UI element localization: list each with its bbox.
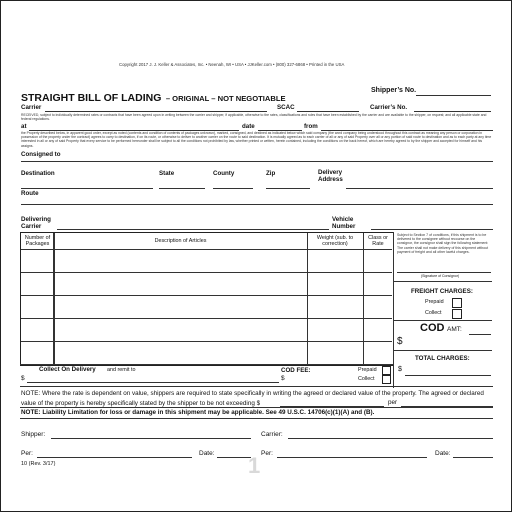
collect-on-delivery-label: Collect On Delivery — [39, 366, 96, 373]
consignor-signature-label: (Signature of Consignor) — [421, 274, 460, 278]
zip-label: Zip — [266, 170, 276, 177]
col-header-packages — [21, 235, 54, 247]
delivering-carrier-label — [21, 216, 55, 230]
table-row[interactable] — [21, 273, 392, 295]
col-header-class-text: Class or Rate — [368, 235, 388, 247]
destination-line[interactable] — [21, 188, 153, 189]
right-panel-rule-2 — [394, 320, 492, 321]
form-number: 10 (Rev. 3/17) — [21, 461, 56, 467]
col-header-weight — [307, 235, 363, 247]
col-header-weight-text: Weight (sub. to correction) — [316, 235, 354, 247]
col-header-description: Description of Articles — [154, 238, 207, 244]
cod-prepaid-label: Prepaid — [358, 367, 377, 373]
amt-label: AMT: — [447, 326, 462, 333]
prepaid-label: Prepaid — [425, 299, 444, 305]
cod-dollar-2: $ — [21, 375, 25, 382]
delivering-carrier-text: Delivering Carrier — [21, 216, 51, 230]
total-charges-line[interactable] — [405, 375, 491, 376]
delivering-carrier-line[interactable] — [57, 229, 329, 230]
cod-label: COD — [420, 322, 445, 334]
notes-bottom-rule — [20, 418, 493, 419]
title-main: STRAIGHT BILL OF LADING — [21, 92, 162, 104]
shippers-no-line[interactable] — [416, 95, 491, 96]
right-panel-rule-1 — [394, 281, 492, 282]
cod-collect-checkbox[interactable] — [382, 375, 391, 384]
shipper-per-line[interactable] — [37, 457, 192, 458]
carrier-date-label: Date: — [435, 450, 451, 457]
scac-label: SCAC — [277, 104, 295, 111]
remit-to-label: and remit to — [107, 367, 136, 373]
note-rule — [20, 407, 493, 408]
table-row[interactable] — [21, 319, 392, 341]
carrier-label: Carrier — [21, 104, 42, 111]
collect-label: Collect — [425, 310, 442, 316]
title-sub: – ORIGINAL – NOT NEGOTIABLE — [165, 94, 286, 103]
consignor-signature-line[interactable] — [397, 272, 491, 273]
county-line[interactable] — [213, 188, 253, 189]
vehicle-number-line[interactable] — [371, 229, 493, 230]
cod-prepaid-checkbox[interactable] — [382, 366, 391, 375]
carrier-date-line[interactable] — [453, 457, 493, 458]
county-label: County — [213, 170, 235, 177]
note-liability: NOTE: Liability Limitation for loss or damage in this shipment may be applicable. See 49 U.S.C. 14706(c)(1)(A) and (B). — [21, 409, 375, 416]
table-row[interactable] — [21, 250, 392, 272]
carrier-line[interactable] — [45, 111, 267, 112]
copy-number-watermark: 1 — [248, 453, 261, 478]
delivery-address-text: Delivery Address — [318, 169, 343, 183]
consigned-to-line[interactable] — [21, 161, 493, 162]
consigned-to-label: Consigned to — [21, 151, 61, 158]
right-panel-divider — [393, 232, 394, 388]
vehicle-number-text: Vehicle Number — [332, 216, 356, 230]
zip-line[interactable] — [266, 188, 310, 189]
vehicle-number-label — [332, 216, 368, 230]
from-label: from — [304, 123, 318, 130]
shippers-no-label: Shipper’s No. — [371, 87, 417, 94]
delivery-address-line[interactable] — [346, 188, 493, 189]
note-value-text: NOTE: Where the rate is dependent on value, shippers are required to state specifically in writing the agreed or declared value of the property. The agreed or declared value of the property is hereby specifically stated by the shipper to be not exceeding $ — [21, 390, 484, 407]
collect-checkbox[interactable] — [452, 309, 462, 319]
col-header-packages-text: Number of Packages — [24, 235, 51, 247]
copyright-line: Copyright 2017 J. J. Keller & Associates, Inc. • Neenah, WI • USA • JJKeller.com • (800) 327-6868 • Printed in the USA — [119, 62, 345, 67]
carriers-no-line[interactable] — [414, 111, 491, 112]
cod-row-bottom-rule — [20, 386, 493, 387]
cod-fee-dollar: $ — [281, 375, 285, 382]
route-label: Route — [21, 190, 39, 197]
prepaid-checkbox[interactable] — [452, 298, 462, 308]
shipper-sig-line[interactable] — [51, 438, 251, 439]
scac-line[interactable] — [297, 111, 359, 112]
table-row[interactable] — [21, 342, 392, 364]
cod-row-top-rule — [20, 364, 393, 365]
document-title — [21, 88, 286, 106]
state-label: State — [159, 170, 175, 177]
cod-dollar: $ — [397, 336, 403, 347]
cod-collect-label: Collect — [358, 376, 375, 382]
per-label: per — [388, 399, 398, 406]
carriers-no-label: Carrier’s No. — [370, 104, 408, 111]
property-text: the Property described below, in apparent good order, except as noted (contents and condition of contents of packages unknown), marked, consigned, and destined as indicated below which said company (the word company being understood throughout this contract as meaning any person or corporation in possession of the property under the contract) agrees to carry to destination, if on its route, or otherwise to deliver to another carrier on the route to said destination. It is mutually agreed as to each carrier of all or any of said Property over all or any portion of said route to destination and as to each party at any time interested in all or any of said Property that every service to be performed hereunder shall be subject to all the conditions not prohibited by law, whether printed or written, herein contained, including the conditions on the back hereof, which are hereby agreed to by the shipper and accepted for himself and his assigns. — [21, 131, 492, 148]
shipper-sig-label: Shipper: — [21, 431, 46, 438]
carrier-per-label: Per: — [261, 450, 273, 457]
freight-charges-label: FREIGHT CHARGES: — [411, 288, 473, 295]
cod-fee-label: COD FEE: — [281, 367, 311, 374]
total-charges-label: TOTAL CHARGES: — [415, 355, 470, 362]
shipper-date-label: Date: — [199, 450, 215, 457]
at-label: at — [21, 123, 27, 130]
right-panel-rule-3 — [394, 350, 492, 351]
date-label: date — [242, 123, 255, 130]
table-row[interactable] — [21, 296, 392, 318]
delivery-address-label — [318, 170, 352, 183]
carrier-per-line[interactable] — [277, 457, 427, 458]
received-text: RECEIVED, subject to individually determined rates or contracts that have been agreed upon in writing between the carrier and shipper, if applicable, otherwise to the rates, classifications and rules that have been established by the carrier and are available to the shipper, on request; and all applicable state and federal regulations. — [21, 113, 487, 122]
shipper-per-label: Per: — [21, 450, 33, 457]
state-line[interactable] — [159, 188, 205, 189]
section7-text: Subject to Section 7 of conditions, if this shipment is to be delivered to the consignee without recourse on the consignor, the consignor shall sign the following statement: The carrier shall not make delivery of this shipment without payment of freight and all other lawful charges. — [397, 233, 489, 254]
shipper-date-line[interactable] — [217, 457, 251, 458]
col-header-class — [364, 235, 392, 247]
carrier-sig-line[interactable] — [288, 438, 493, 439]
route-line[interactable] — [21, 204, 493, 205]
cod-amount-line[interactable] — [469, 334, 491, 335]
total-dollar: $ — [398, 366, 402, 373]
destination-label: Destination — [21, 170, 55, 177]
collect-on-delivery-line[interactable] — [27, 382, 279, 383]
carrier-sig-label: Carrier: — [261, 431, 283, 438]
